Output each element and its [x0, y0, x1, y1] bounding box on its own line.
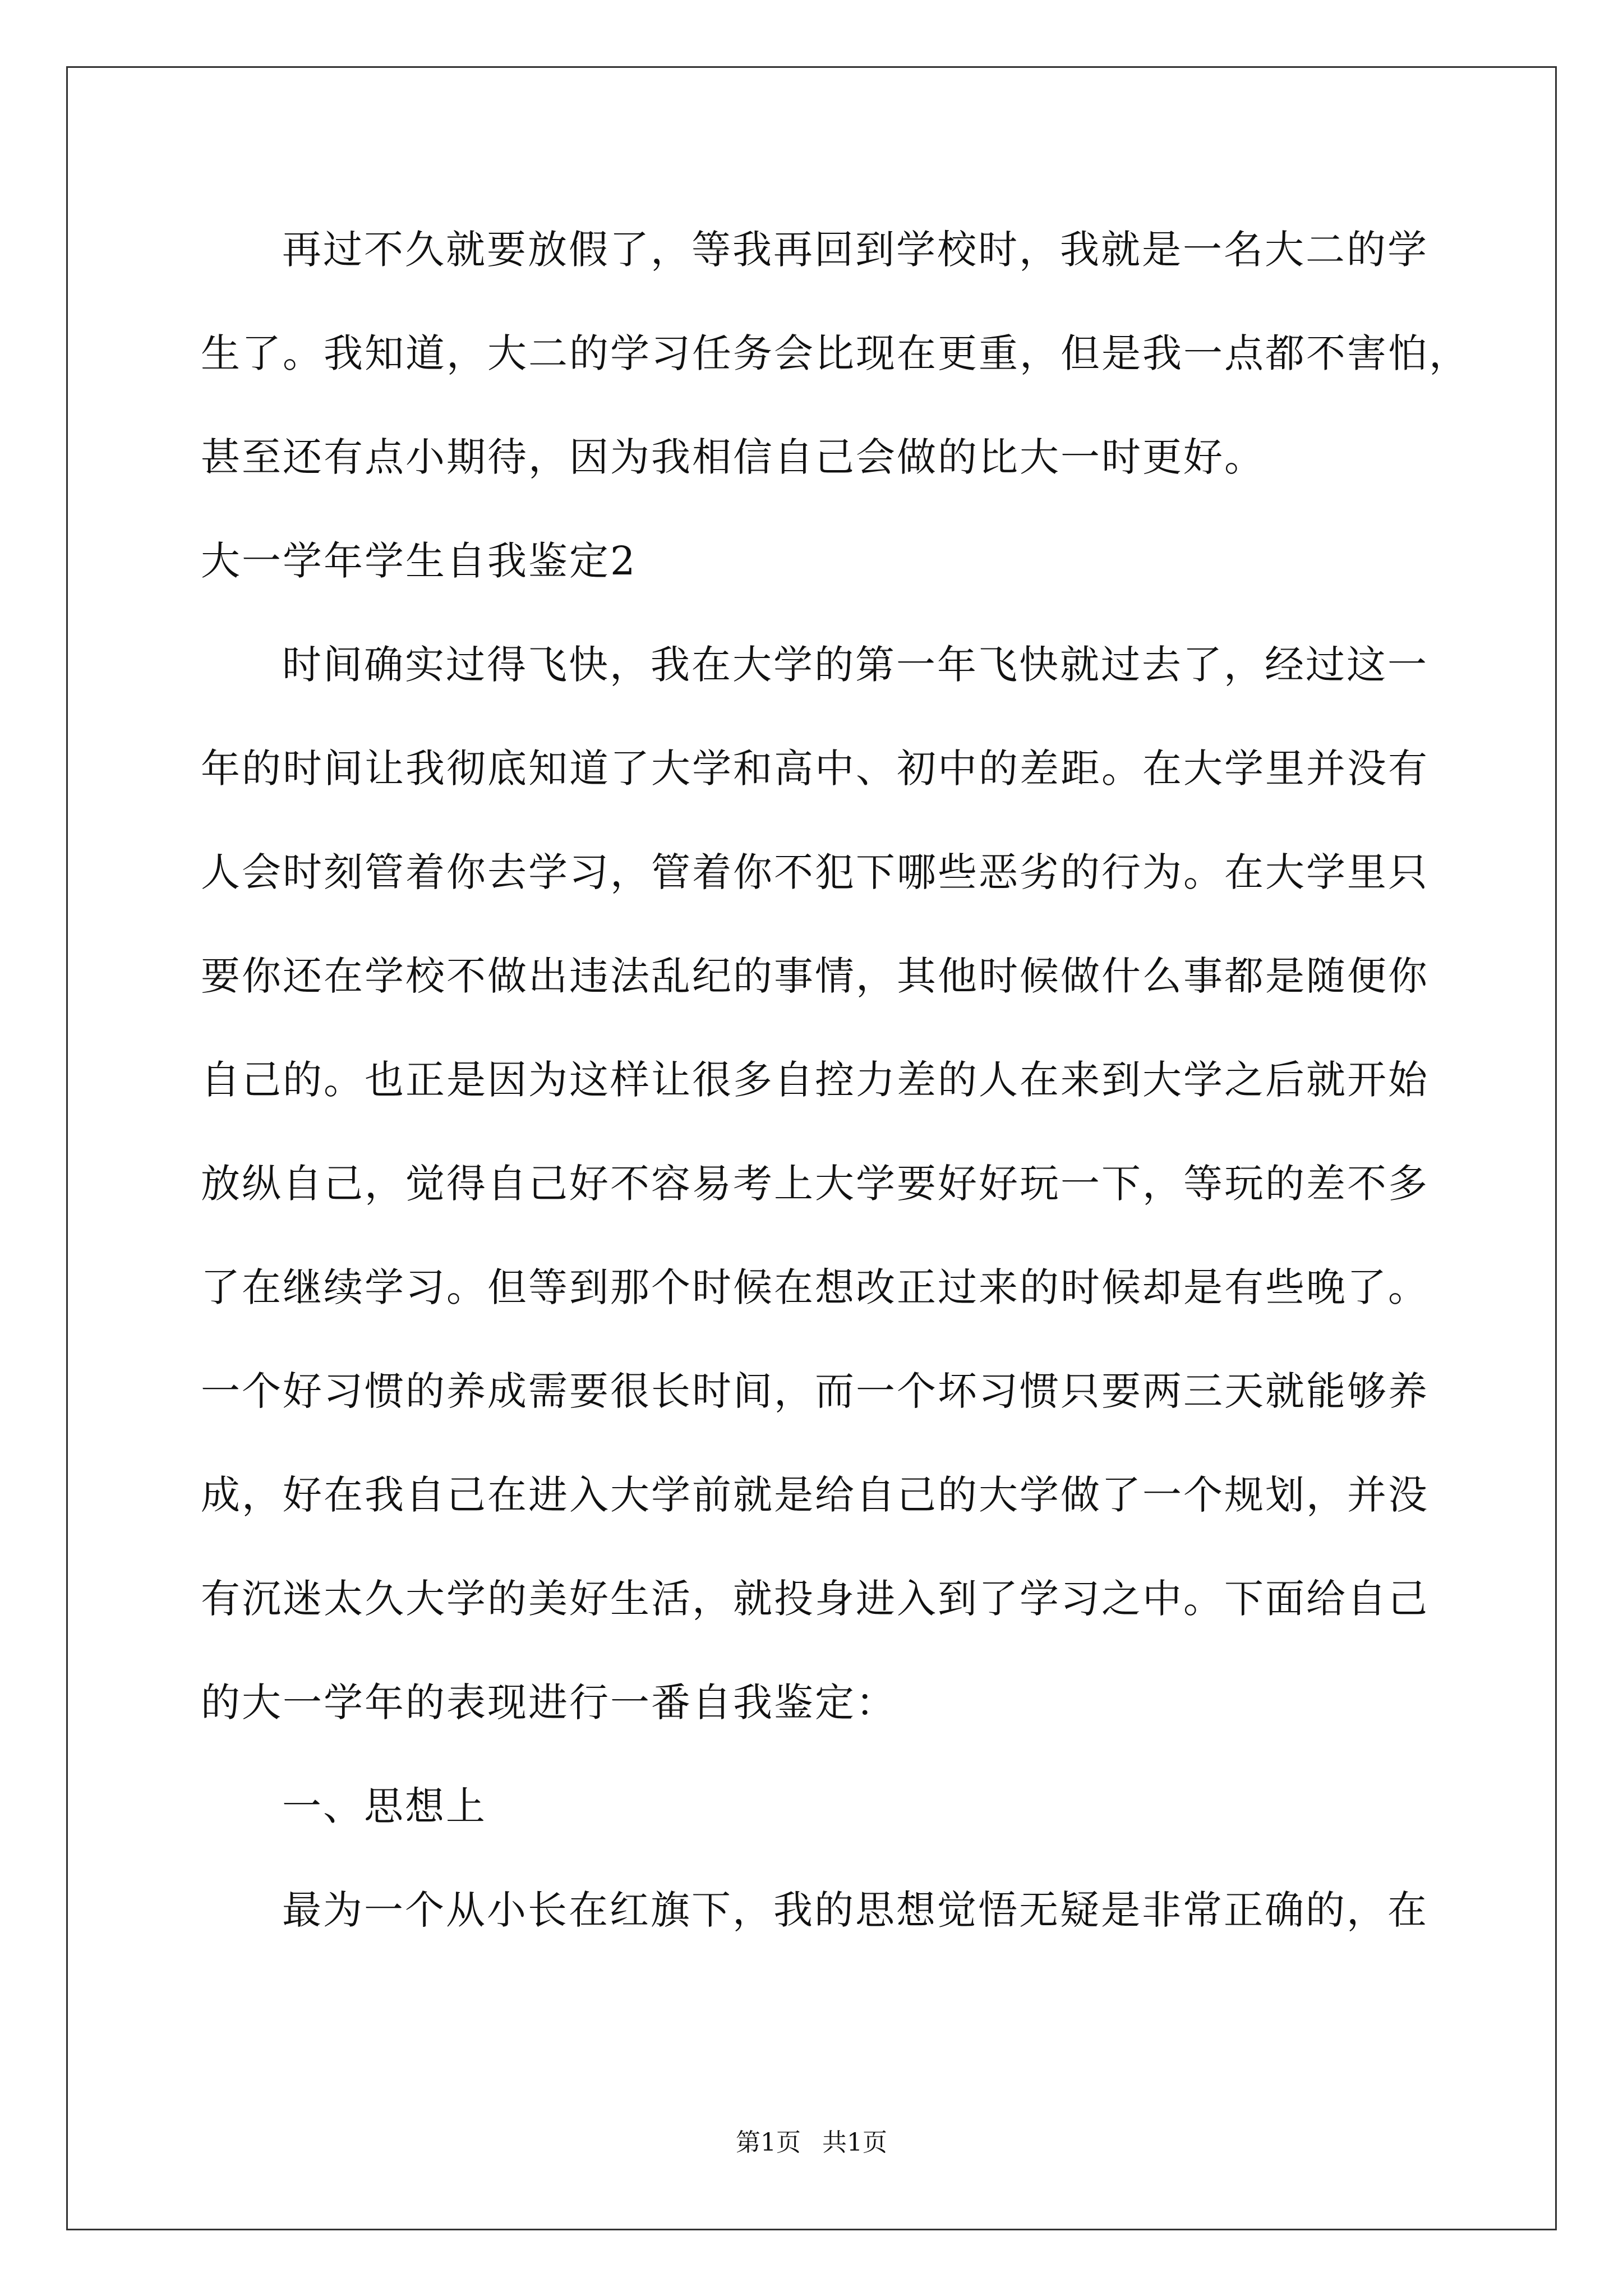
paragraph-line: 人会时刻管着你去学习，管着你不犯下哪些恶劣的行为。在大学里只: [201, 849, 1429, 895]
paragraph-line: 年的时间让我彻底知道了大学和高中、初中的差距。在大学里并没有: [201, 746, 1429, 792]
paragraph-line: 要你还在学校不做出违法乱纪的事情，其他时候做什么事都是随便你: [201, 953, 1429, 999]
paragraph-line: 放纵自己，觉得自己好不容易考上大学要好好玩一下，等玩的差不多: [201, 1161, 1429, 1207]
paragraph-line: 成，好在我自己在进入大学前就是给自己的大学做了一个规划，并没: [201, 1472, 1429, 1518]
section-heading: 大一学年学生自我鉴定2: [201, 538, 637, 584]
paragraph-line: 最为一个从小长在红旗下，我的思想觉悟无疑是非常正确的，在: [282, 1887, 1428, 1933]
paragraph-line: 有沉迷太久大学的美好生活，就投身进入到了学习之中。下面给自己: [201, 1576, 1429, 1622]
paragraph-line: 生了。我知道，大二的学习任务会比现在更重，但是我一点都不害怕，: [201, 330, 1470, 376]
page-total: 共1页: [822, 2128, 887, 2157]
page-footer: [0, 2126, 1623, 2160]
paragraph-line: 自己的。也正是因为这样让很多自控力差的人在来到大学之后就开始: [201, 1057, 1429, 1103]
paragraph-line: 再过不久就要放假了，等我再回到学校时，我就是一名大二的学: [282, 227, 1428, 273]
paragraph-line: 的大一学年的表现进行一番自我鉴定：: [201, 1680, 897, 1726]
paragraph-line: 一个好习惯的养成需要很长时间，而一个坏习惯只要两三天就能够养: [201, 1368, 1429, 1414]
page-number: 第1页: [736, 2128, 801, 2157]
paragraph-line: 甚至还有点小期待，因为我相信自己会做的比大一时更好。: [201, 434, 1265, 480]
paragraph-line: 时间确实过得飞快，我在大学的第一年飞快就过去了，经过这一: [282, 642, 1428, 688]
paragraph-line: 了在继续学习。但等到那个时候在想改正过来的时候却是有些晚了。: [201, 1264, 1429, 1310]
subsection-heading: 一、思想上: [282, 1783, 487, 1829]
